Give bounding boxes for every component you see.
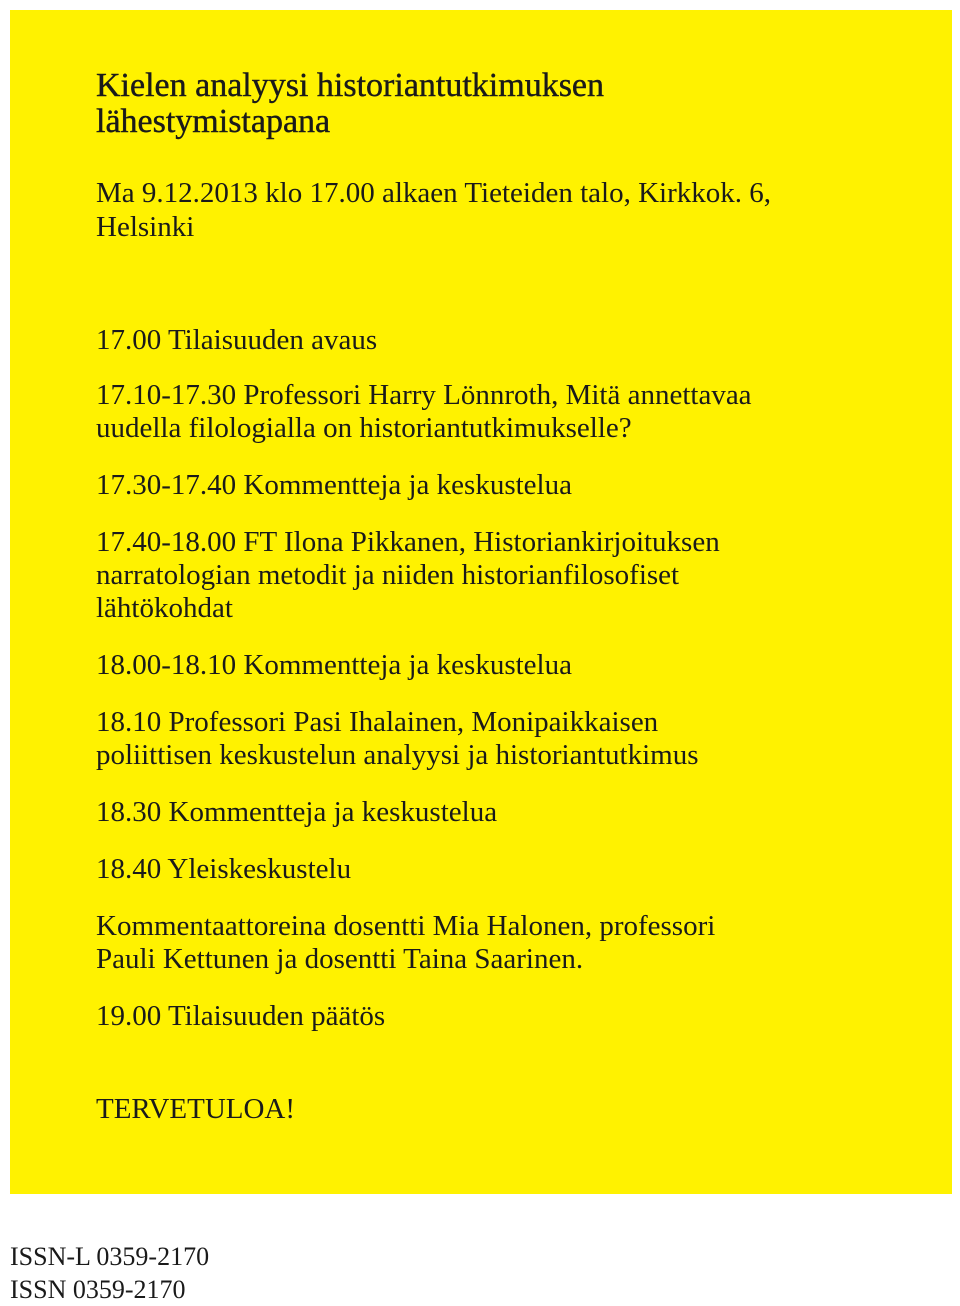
- event-date-venue: [96, 176, 916, 244]
- schedule-item-comments-3: [96, 796, 916, 829]
- schedule-item-text: 19.00 Tilaisuuden päätös: [96, 1000, 386, 1032]
- schedule-item-pikkanen: [96, 526, 916, 625]
- schedule-item-text: 17.00 Tilaisuuden avaus: [96, 324, 378, 356]
- venue-line-1: Ma 9.12.2013 klo 17.00 alkaen Tieteiden talo, Kirkkok. 6,: [96, 177, 771, 209]
- schedule-item-ihalainen: [96, 706, 916, 772]
- issn-print: ISSN 0359-2170: [10, 1275, 186, 1304]
- schedule-item-lonnroth: [96, 379, 916, 445]
- welcome-text: TERVETULOA!: [96, 1093, 296, 1125]
- program-schedule: [96, 324, 916, 1033]
- schedule-item-line-1: 17.40-18.00 FT Ilona Pikkanen, Historiankirjoituksen: [96, 526, 720, 558]
- schedule-item-line-3: lähtökohdat: [96, 592, 233, 624]
- schedule-item-text: 18.00-18.10 Kommentteja ja keskustelua: [96, 649, 572, 681]
- schedule-item-line-1: Kommentaattoreina dosentti Mia Halonen, professori: [96, 910, 716, 942]
- schedule-item-line-2: Pauli Kettunen ja dosentti Taina Saarinen.: [96, 943, 584, 975]
- event-title: [96, 68, 916, 140]
- issn-block: [10, 1240, 209, 1306]
- schedule-item-text: 18.40 Yleiskeskustelu: [96, 853, 352, 885]
- schedule-item-opening: [96, 324, 916, 357]
- schedule-item-line-2: uudella filologialla on historiantutkimukselle?: [96, 412, 632, 444]
- schedule-item-line-1: 17.10-17.30 Professori Harry Lönnroth, Mitä annettavaa: [96, 379, 752, 411]
- schedule-item-comments-1: [96, 469, 916, 502]
- flyer-content: [96, 68, 916, 1126]
- schedule-item-comments-2: [96, 649, 916, 682]
- event-title-line-2: lähestymistapana: [96, 103, 331, 140]
- schedule-item-text: 17.30-17.40 Kommentteja ja keskustelua: [96, 469, 572, 501]
- event-title-line-1: Kielen analyysi historiantutkimuksen: [96, 67, 605, 104]
- venue-line-2: Helsinki: [96, 211, 195, 243]
- schedule-item-line-1: 18.10 Professori Pasi Ihalainen, Monipaikkaisen: [96, 706, 659, 738]
- issn-linking: ISSN-L 0359-2170: [10, 1242, 210, 1271]
- schedule-item-closing: [96, 1000, 916, 1033]
- schedule-item-line-2: poliittisen keskustelun analyysi ja historiantutkimus: [96, 739, 699, 771]
- yellow-flyer-panel: [10, 10, 952, 1194]
- schedule-item-commentators: [96, 910, 916, 976]
- schedule-item-text: 18.30 Kommentteja ja keskustelua: [96, 796, 498, 828]
- schedule-item-general-discussion: [96, 853, 916, 886]
- schedule-item-line-2: narratologian metodit ja niiden historianfilosofiset: [96, 559, 680, 591]
